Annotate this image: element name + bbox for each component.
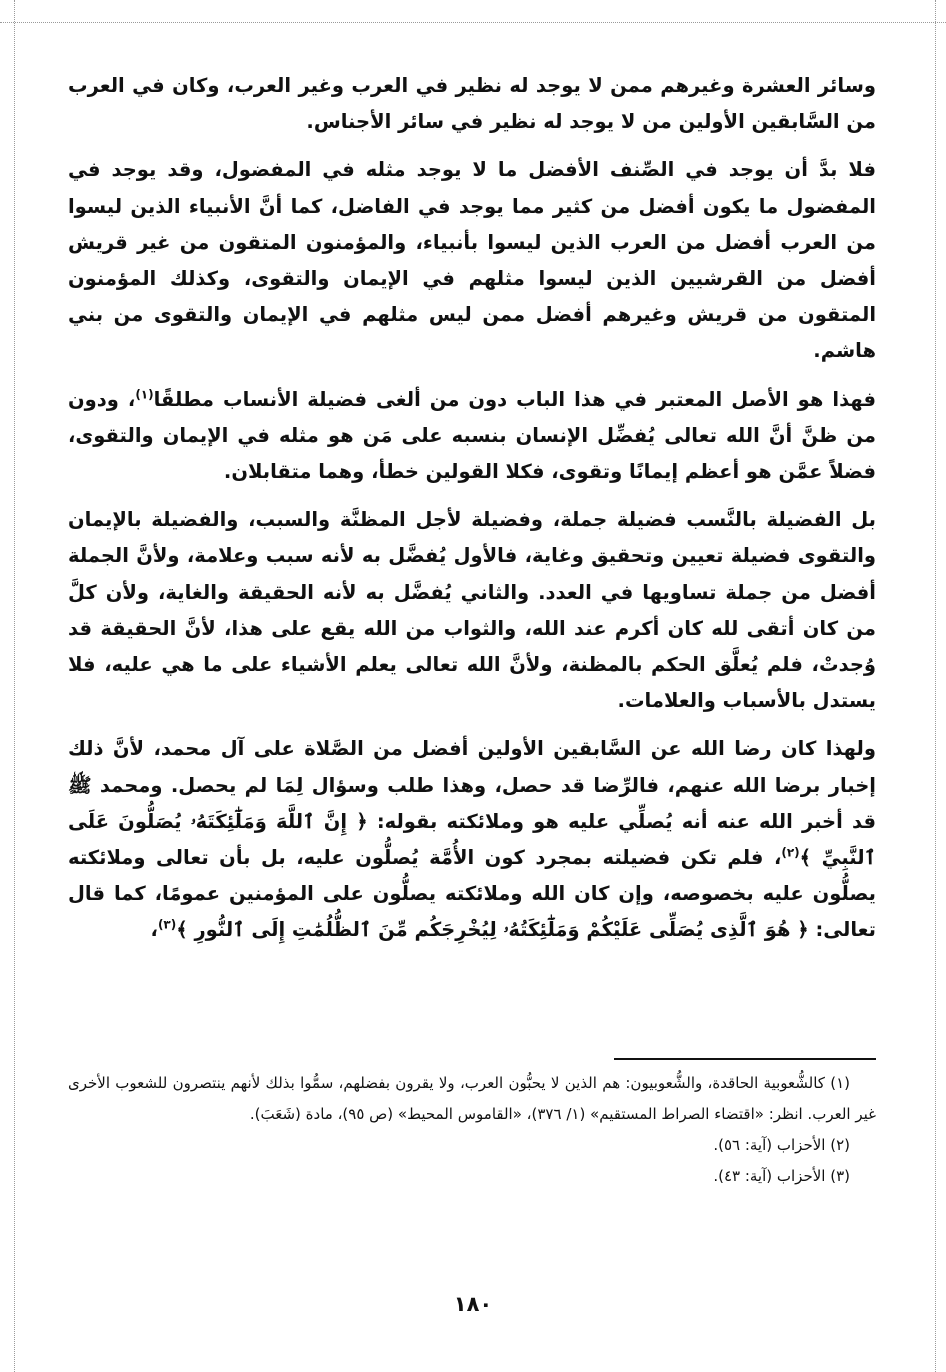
paragraph-5 bbox=[68, 731, 876, 948]
paragraph-5-text-b: ، فلم تكن فضيلته بمجرد كون الأُمَّة يُصلُّون عليه، بل بأن تعالى وملائكته يصلُّون عليه بخصوصه، وإن كان الله وملائكته يصلُّون على المؤمنين عمومًا، كما قال تعالى: bbox=[68, 846, 876, 942]
quran-verse-1: ﴿ إِنَّ ٱللَّهَ وَمَلَٰٓئِكَتَهُۥ يُصَلُّونَ عَلَى ٱلنَّبِيِّ ﴾ bbox=[68, 809, 876, 870]
footnote-separator bbox=[614, 1058, 876, 1060]
scan-edge-right bbox=[935, 0, 936, 1372]
paragraph-3-text-b: ، ودون من ظنَّ أنَّ الله تعالى يُفضِّل الإنسان بنسبه على مَن هو مثله في الإيمان والتقوى، فضلاً عمَّن هو أعظم إيمانًا وتقوى، فكلا القولين خطأ، وهما متقابلان. bbox=[68, 387, 876, 484]
footnote-2: (٢) الأحزاب (آية: ٥٦). bbox=[713, 1136, 850, 1154]
page-number: ١٨٠ bbox=[453, 1292, 493, 1316]
footnote-marker-2: (٢) bbox=[781, 845, 800, 860]
paragraph-2: فلا بدَّ أن يوجد في الصِّنف الأفضل ما لا يوجد مثله في المفضول، وقد يوجد في المفضول ما يكون أفضل من كثير مما يوجد في الفاضل، كما أنَّ الأنبياء الذين ليسوا من العرب أفضل من العرب الذين ليسوا بأنبياء، والمؤمنون المتقون من غير قريش أفضل من القرشيين الذين ليسوا مثلهم في الإيمان والتقوى، وكذلك المؤمنون المتقون من قريش وغيرهم أفضل ممن ليس مثلهم في الإيمان والتقوى من بني هاشم. bbox=[68, 158, 876, 363]
paragraph-1: وسائر العشرة وغيرهم ممن لا يوجد له نظير في العرب وغير العرب، وكان في العرب من السَّابقين الأولين من لا يوجد له نظير في سائر الأجناس. bbox=[68, 74, 876, 134]
quran-verse-2: ﴿ هُوَ ٱلَّذِى يُصَلِّى عَلَيْكُمْ وَمَلَٰٓئِكَتُهُۥ لِيُخْرِجَكُم مِّنَ ٱلظُّلُمَٰتِ إِلَى ٱلنُّورِ ﴾ bbox=[176, 918, 809, 942]
scan-edge-top bbox=[0, 22, 946, 23]
footnotes bbox=[68, 1068, 876, 1192]
paragraph-4: بل الفضيلة بالنَّسب فضيلة جملة، وفضيلة لأجل المظنَّة والسبب، والفضيلة بالإيمان والتقوى فضيلة تعيين وتحقيق وغاية، فالأول يُفضَّل به لأنه سبب وعلامة، ولأنَّ الجملة أفضل من جملة تساويها في العدد. والثاني يُفضَّل به لأنه الحقيقة والغاية، ولأن كلَّ من كان أتقى لله كان أكرم عند الله، والثواب من الله يقع على هذا، لأنَّ الحقيقة قد وُجدتْ، فلم يُعلَّق الحكم بالمظنة، ولأنَّ الله تعالى يعلم الأشياء على ما هي عليه، فلا يستدل بالأسباب والعلامات. bbox=[68, 508, 876, 713]
footnote-1: (١) كالشُّعوبية الحاقدة، والشُّعوبيون: هم الذين لا يحبُّون العرب، ولا يقرون بفضلهم، سمُّوا بذلك لأنهم ينتصرون للشعوب الأخرى غير العرب. انظر: «اقتضاء الصراط المستقيم» (١/ ٣٧٦)، «القاموس المحيط» (ص ٩٥)، مادة (شَعَبَ). bbox=[68, 1074, 876, 1123]
footnote-marker-3: (٣) bbox=[157, 917, 177, 932]
paragraph-5-text-c: ، bbox=[150, 918, 158, 942]
footnote-marker-1: (١) bbox=[135, 387, 154, 402]
paragraph-3-text-a: فهذا هو الأصل المعتبر في هذا الباب دون من ألغى فضيلة الأنساب مطلقًا bbox=[153, 387, 876, 411]
paragraph-5-text-a: ولهذا كان رضا الله عن السَّابقين الأولين أفضل من الصَّلاة على آل محمد، لأنَّ ذلك إخبار برضا الله عنهم، فالرِّضا قد حصل، وهذا طلب وسؤال لِمَا لم يحصل. ومحمد ﷺ قد أخبر الله عنه أنه يُصلِّي عليه هو وملائكته بقوله: bbox=[68, 737, 876, 833]
scan-edge-left bbox=[14, 0, 15, 1372]
paragraph-3 bbox=[68, 382, 876, 491]
main-text bbox=[68, 68, 876, 949]
footnote-3: (٣) الأحزاب (آية: ٤٣). bbox=[713, 1167, 850, 1185]
